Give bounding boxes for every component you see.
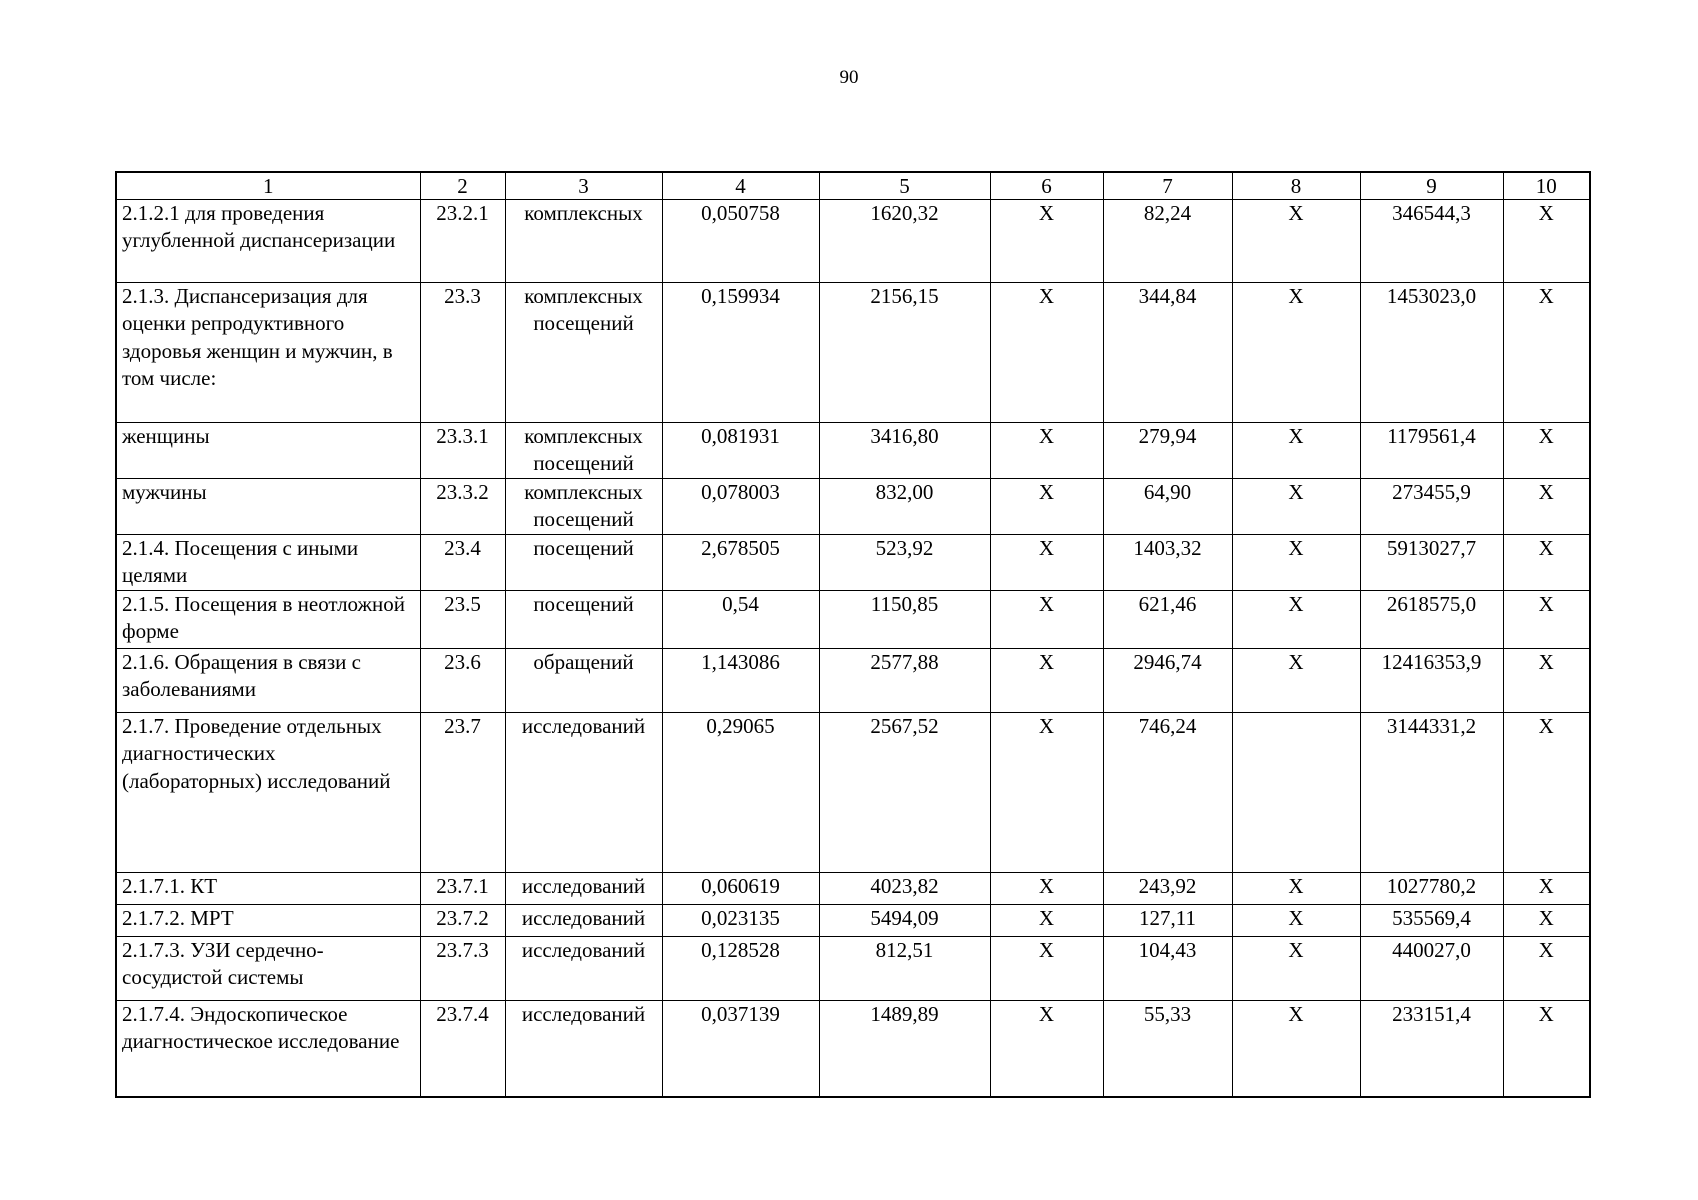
table-cell-col-4: 0,023135 <box>662 905 819 937</box>
table-cell-col-6: X <box>990 423 1103 479</box>
table-cell-col-2: 23.2.1 <box>420 200 505 283</box>
header-cell: 2 <box>420 172 505 200</box>
table-cell-col-1: 2.1.6. Обращения в связи с заболеваниями <box>116 649 420 713</box>
table-cell-col-2: 23.7.1 <box>420 873 505 905</box>
table-cell-col-4: 0,060619 <box>662 873 819 905</box>
table-cell-col-9: 1027780,2 <box>1360 873 1503 905</box>
table-cell-col-7: 243,92 <box>1103 873 1232 905</box>
table-cell-col-9: 346544,3 <box>1360 200 1503 283</box>
table-cell-col-9: 535569,4 <box>1360 905 1503 937</box>
table-cell-col-7: 2946,74 <box>1103 649 1232 713</box>
table-cell-col-6: X <box>990 713 1103 873</box>
table-cell-col-1: 2.1.7.3. УЗИ сердечно-сосудистой системы <box>116 937 420 1001</box>
table-cell-col-3: посещений <box>505 535 662 591</box>
table-cell-col-7: 1403,32 <box>1103 535 1232 591</box>
table-cell-col-10: X <box>1503 200 1590 283</box>
table-cell-col-10: X <box>1503 873 1590 905</box>
table-cell-col-5: 812,51 <box>819 937 990 1001</box>
table-cell-col-8: X <box>1232 1001 1360 1097</box>
table-cell-col-8 <box>1232 713 1360 873</box>
table-cell-col-9: 5913027,7 <box>1360 535 1503 591</box>
table-cell-col-3: исследований <box>505 937 662 1001</box>
table-cell-col-10: X <box>1503 649 1590 713</box>
table-cell-col-6: X <box>990 873 1103 905</box>
table-cell-col-10: X <box>1503 937 1590 1001</box>
table-row <box>116 479 1590 535</box>
header-cell: 6 <box>990 172 1103 200</box>
header-cell: 5 <box>819 172 990 200</box>
table-cell-col-6: X <box>990 200 1103 283</box>
table-cell-col-6: X <box>990 591 1103 649</box>
table-cell-col-2: 23.7 <box>420 713 505 873</box>
table-row <box>116 649 1590 713</box>
table-cell-col-10: X <box>1503 1001 1590 1097</box>
header-cell: 7 <box>1103 172 1232 200</box>
table-cell-col-3: комплексных посещений <box>505 479 662 535</box>
table-cell-col-9: 273455,9 <box>1360 479 1503 535</box>
table-cell-col-6: X <box>990 1001 1103 1097</box>
table-cell-col-4: 0,128528 <box>662 937 819 1001</box>
table-cell-col-9: 1179561,4 <box>1360 423 1503 479</box>
table-row <box>116 1001 1590 1097</box>
table-cell-col-3: комплексных посещений <box>505 283 662 423</box>
table-cell-col-5: 5494,09 <box>819 905 990 937</box>
table-cell-col-5: 3416,80 <box>819 423 990 479</box>
table-cell-col-3: посещений <box>505 591 662 649</box>
table-row <box>116 423 1590 479</box>
table-row <box>116 200 1590 283</box>
header-cell: 3 <box>505 172 662 200</box>
table-cell-col-7: 55,33 <box>1103 1001 1232 1097</box>
table-cell-col-5: 1620,32 <box>819 200 990 283</box>
table-cell-col-8: X <box>1232 283 1360 423</box>
table-cell-col-4: 0,29065 <box>662 713 819 873</box>
table-cell-col-4: 0,081931 <box>662 423 819 479</box>
table-cell-col-4: 0,050758 <box>662 200 819 283</box>
table-cell-col-7: 746,24 <box>1103 713 1232 873</box>
table-cell-col-3: обращений <box>505 649 662 713</box>
table-cell-col-1: женщины <box>116 423 420 479</box>
table-cell-col-5: 523,92 <box>819 535 990 591</box>
table-cell-col-2: 23.4 <box>420 535 505 591</box>
header-cell: 8 <box>1232 172 1360 200</box>
table-cell-col-7: 279,94 <box>1103 423 1232 479</box>
table-cell-col-4: 0,54 <box>662 591 819 649</box>
table-cell-col-7: 344,84 <box>1103 283 1232 423</box>
table-cell-col-5: 2156,15 <box>819 283 990 423</box>
table-cell-col-5: 4023,82 <box>819 873 990 905</box>
table-cell-col-2: 23.7.3 <box>420 937 505 1001</box>
table-cell-col-10: X <box>1503 423 1590 479</box>
table-cell-col-1: 2.1.7.2. МРТ <box>116 905 420 937</box>
table-cell-col-10: X <box>1503 591 1590 649</box>
table-cell-col-10: X <box>1503 283 1590 423</box>
table-cell-col-6: X <box>990 937 1103 1001</box>
table-cell-col-1: 2.1.7. Проведение отдельных диагностических (лабораторных) исследований <box>116 713 420 873</box>
table-cell-col-9: 1453023,0 <box>1360 283 1503 423</box>
table-cell-col-10: X <box>1503 905 1590 937</box>
table-cell-col-2: 23.3.1 <box>420 423 505 479</box>
table-cell-col-1: 2.1.7.4. Эндоскопическое диагностическое исследование <box>116 1001 420 1097</box>
table-cell-col-5: 2577,88 <box>819 649 990 713</box>
table-cell-col-9: 440027,0 <box>1360 937 1503 1001</box>
table-cell-col-9: 3144331,2 <box>1360 713 1503 873</box>
table-row <box>116 873 1590 905</box>
header-cell: 10 <box>1503 172 1590 200</box>
table-cell-col-2: 23.7.2 <box>420 905 505 937</box>
table-cell-col-9: 2618575,0 <box>1360 591 1503 649</box>
data-table <box>115 171 1591 1098</box>
table-cell-col-8: X <box>1232 649 1360 713</box>
table-cell-col-1: 2.1.2.1 для проведения углубленной диспансеризации <box>116 200 420 283</box>
table-cell-col-8: X <box>1232 937 1360 1001</box>
table-cell-col-3: комплексных <box>505 200 662 283</box>
table-cell-col-7: 127,11 <box>1103 905 1232 937</box>
table-cell-col-5: 1150,85 <box>819 591 990 649</box>
table-cell-col-2: 23.3.2 <box>420 479 505 535</box>
table-cell-col-1: мужчины <box>116 479 420 535</box>
table-cell-col-4: 0,159934 <box>662 283 819 423</box>
table-cell-col-10: X <box>1503 479 1590 535</box>
table-cell-col-7: 64,90 <box>1103 479 1232 535</box>
table-cell-col-6: X <box>990 905 1103 937</box>
table-cell-col-4: 0,037139 <box>662 1001 819 1097</box>
table-cell-col-8: X <box>1232 423 1360 479</box>
table-row <box>116 591 1590 649</box>
table-cell-col-7: 104,43 <box>1103 937 1232 1001</box>
table-cell-col-5: 832,00 <box>819 479 990 535</box>
table-cell-col-5: 1489,89 <box>819 1001 990 1097</box>
table-cell-col-1: 2.1.5. Посещения в неотложной форме <box>116 591 420 649</box>
table-cell-col-3: исследований <box>505 1001 662 1097</box>
table-cell-col-6: X <box>990 479 1103 535</box>
table-cell-col-8: X <box>1232 479 1360 535</box>
table-cell-col-4: 2,678505 <box>662 535 819 591</box>
table-cell-col-6: X <box>990 649 1103 713</box>
table-row <box>116 937 1590 1001</box>
table-cell-col-3: исследований <box>505 713 662 873</box>
table-cell-col-7: 621,46 <box>1103 591 1232 649</box>
table-cell-col-2: 23.6 <box>420 649 505 713</box>
table-cell-col-6: X <box>990 283 1103 423</box>
table-row <box>116 283 1590 423</box>
header-cell: 4 <box>662 172 819 200</box>
table-row <box>116 713 1590 873</box>
table-cell-col-8: X <box>1232 873 1360 905</box>
table-cell-col-8: X <box>1232 905 1360 937</box>
table-cell-col-2: 23.5 <box>420 591 505 649</box>
table-cell-col-9: 12416353,9 <box>1360 649 1503 713</box>
table-cell-col-7: 82,24 <box>1103 200 1232 283</box>
table-cell-col-3: исследований <box>505 905 662 937</box>
header-cell: 1 <box>116 172 420 200</box>
table-cell-col-3: исследований <box>505 873 662 905</box>
table-cell-col-5: 2567,52 <box>819 713 990 873</box>
table-cell-col-4: 1,143086 <box>662 649 819 713</box>
table-cell-col-10: X <box>1503 713 1590 873</box>
table-row <box>116 905 1590 937</box>
header-cell: 9 <box>1360 172 1503 200</box>
table-header-row <box>116 172 1590 200</box>
table-cell-col-1: 2.1.7.1. КТ <box>116 873 420 905</box>
table-cell-col-10: X <box>1503 535 1590 591</box>
table-cell-col-6: X <box>990 535 1103 591</box>
table-cell-col-2: 23.7.4 <box>420 1001 505 1097</box>
table-cell-col-8: X <box>1232 535 1360 591</box>
table-cell-col-1: 2.1.4. Посещения с иными целями <box>116 535 420 591</box>
table-cell-col-3: комплексных посещений <box>505 423 662 479</box>
table-cell-col-8: X <box>1232 591 1360 649</box>
table-cell-col-1: 2.1.3. Диспансеризация для оценки репродуктивного здоровья женщин и мужчин, в том числе: <box>116 283 420 423</box>
table-row <box>116 535 1590 591</box>
table-cell-col-9: 233151,4 <box>1360 1001 1503 1097</box>
table-cell-col-8: X <box>1232 200 1360 283</box>
table-cell-col-4: 0,078003 <box>662 479 819 535</box>
table-cell-col-2: 23.3 <box>420 283 505 423</box>
page-number: 90 <box>839 67 859 88</box>
